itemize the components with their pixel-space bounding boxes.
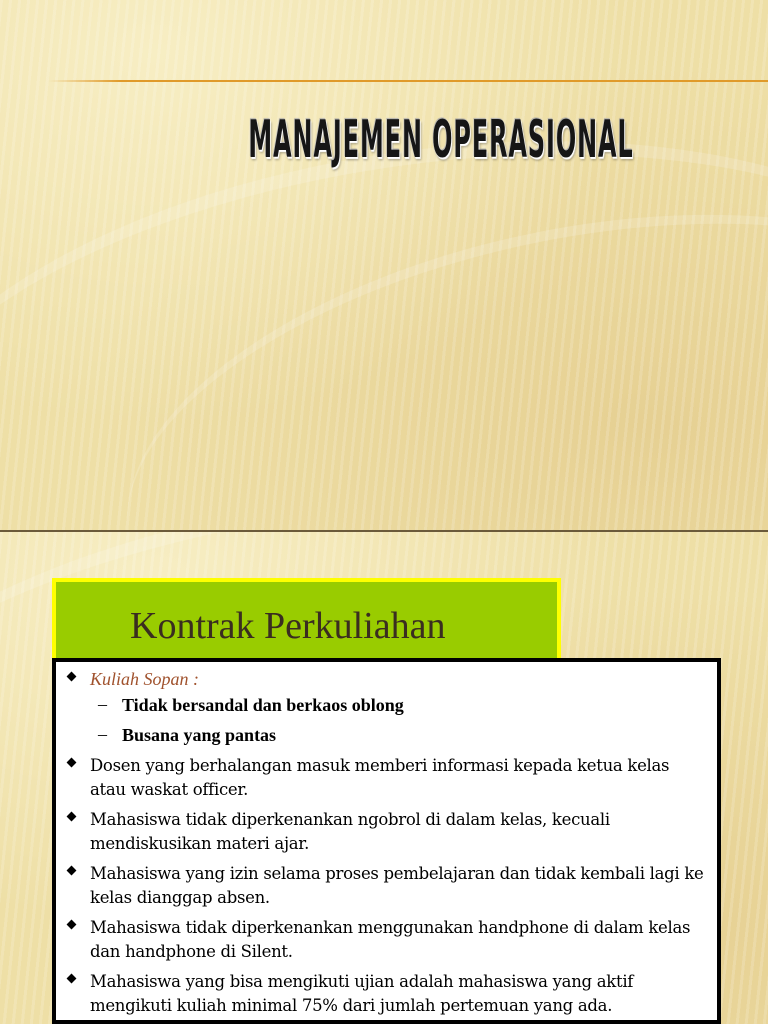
sub-list-item: – Tidak bersandal dan berkaos oblong xyxy=(98,694,404,715)
content-box xyxy=(52,658,721,1024)
diamond-bullet-icon xyxy=(67,812,77,822)
diamond-bullet-icon xyxy=(67,974,77,984)
list-item: Mahasiswa tidak diperkenankan menggunakan handphone di dalam kelas dan handphone di Silent. xyxy=(64,916,707,964)
slide-title-text: MANAJEMEN OPERASIONAL xyxy=(248,110,634,170)
list-item: Dosen yang berhalangan masuk memberi informasi kepada ketua kelas atau waskat officer. xyxy=(64,754,707,802)
diamond-bullet-icon xyxy=(67,920,77,930)
slide-heading: Kontrak Perkuliahan xyxy=(130,605,446,647)
list-item xyxy=(64,668,707,690)
diamond-bullet-icon xyxy=(67,672,77,682)
sopan-label: Kuliah Sopan : xyxy=(90,669,200,689)
diamond-bullet-icon xyxy=(67,758,77,768)
diamond-bullet-icon xyxy=(67,866,77,876)
dash-bullet-icon: – xyxy=(98,694,107,714)
top-rule xyxy=(48,80,768,82)
list-item: Mahasiswa yang izin selama proses pembelajaran dan tidak kembali lagi ke kelas dianggap absen. xyxy=(64,862,707,910)
list-item: Mahasiswa yang bisa mengikuti ujian adalah mahasiswa yang aktif mengikuti kuliah minimal 75% dari jumlah pertemuan yang ada. xyxy=(64,970,707,1018)
sub-list-item: – Busana yang pantas xyxy=(98,724,277,745)
list-item: Mahasiswa tidak diperkenankan ngobrol di dalam kelas, kecuali mendiskusikan materi ajar. xyxy=(64,808,707,856)
dash-bullet-icon: – xyxy=(98,724,107,744)
